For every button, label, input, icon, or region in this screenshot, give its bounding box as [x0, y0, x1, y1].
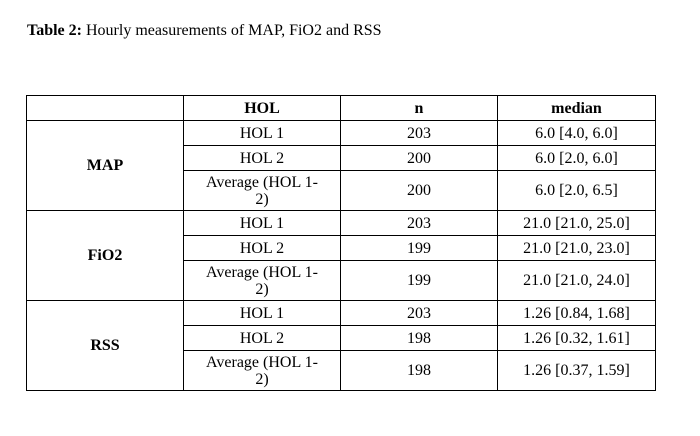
- median-cell: 21.0 [21.0, 24.0]: [498, 261, 656, 301]
- group-label-fio2: FiO2: [27, 211, 184, 301]
- hol-line-1: Average (HOL 1-: [206, 173, 318, 191]
- table-row: [27, 211, 656, 236]
- n-cell: 198: [341, 351, 498, 391]
- hol-cell: HOL 1: [184, 121, 341, 146]
- median-cell: 21.0 [21.0, 25.0]: [498, 211, 656, 236]
- caption-text: Hourly measurements of MAP, FiO2 and RSS: [85, 22, 382, 39]
- median-cell: 1.26 [0.37, 1.59]: [498, 351, 656, 391]
- n-cell: 200: [341, 171, 498, 211]
- header-row: [27, 96, 656, 121]
- caption-label: Table 2:: [27, 22, 82, 39]
- header-n: n: [341, 96, 498, 121]
- group-label-map: MAP: [27, 121, 184, 211]
- median-cell: 6.0 [2.0, 6.0]: [498, 146, 656, 171]
- table-row: [27, 121, 656, 146]
- header-empty: [27, 96, 184, 121]
- median-cell: 1.26 [0.32, 1.61]: [498, 326, 656, 351]
- hol-cell: HOL 1: [184, 301, 341, 326]
- hol-cell: HOL 1: [184, 211, 341, 236]
- table-caption: [27, 22, 382, 40]
- hol-line-2: 2): [255, 190, 269, 208]
- table-row: [27, 301, 656, 326]
- hol-cell: HOL 2: [184, 236, 341, 261]
- hol-line-2: 2): [255, 280, 269, 298]
- group-label-rss: RSS: [27, 301, 184, 391]
- hol-line-1: Average (HOL 1-: [206, 263, 318, 281]
- n-cell: 203: [341, 121, 498, 146]
- hol-cell: HOL 2: [184, 146, 341, 171]
- n-cell: 203: [341, 301, 498, 326]
- measurements-table: [26, 95, 656, 391]
- median-cell: 21.0 [21.0, 23.0]: [498, 236, 656, 261]
- n-cell: 199: [341, 261, 498, 301]
- header-hol: HOL: [184, 96, 341, 121]
- n-cell: 199: [341, 236, 498, 261]
- hol-cell: HOL 2: [184, 326, 341, 351]
- hol-cell: [184, 171, 341, 211]
- hol-cell: [184, 351, 341, 391]
- hol-line-1: Average (HOL 1-: [206, 353, 318, 371]
- n-cell: 203: [341, 211, 498, 236]
- median-cell: 1.26 [0.84, 1.68]: [498, 301, 656, 326]
- n-cell: 200: [341, 146, 498, 171]
- hol-cell: [184, 261, 341, 301]
- median-cell: 6.0 [4.0, 6.0]: [498, 121, 656, 146]
- header-median: median: [498, 96, 656, 121]
- n-cell: 198: [341, 326, 498, 351]
- median-cell: 6.0 [2.0, 6.5]: [498, 171, 656, 211]
- hol-line-2: 2): [255, 370, 269, 388]
